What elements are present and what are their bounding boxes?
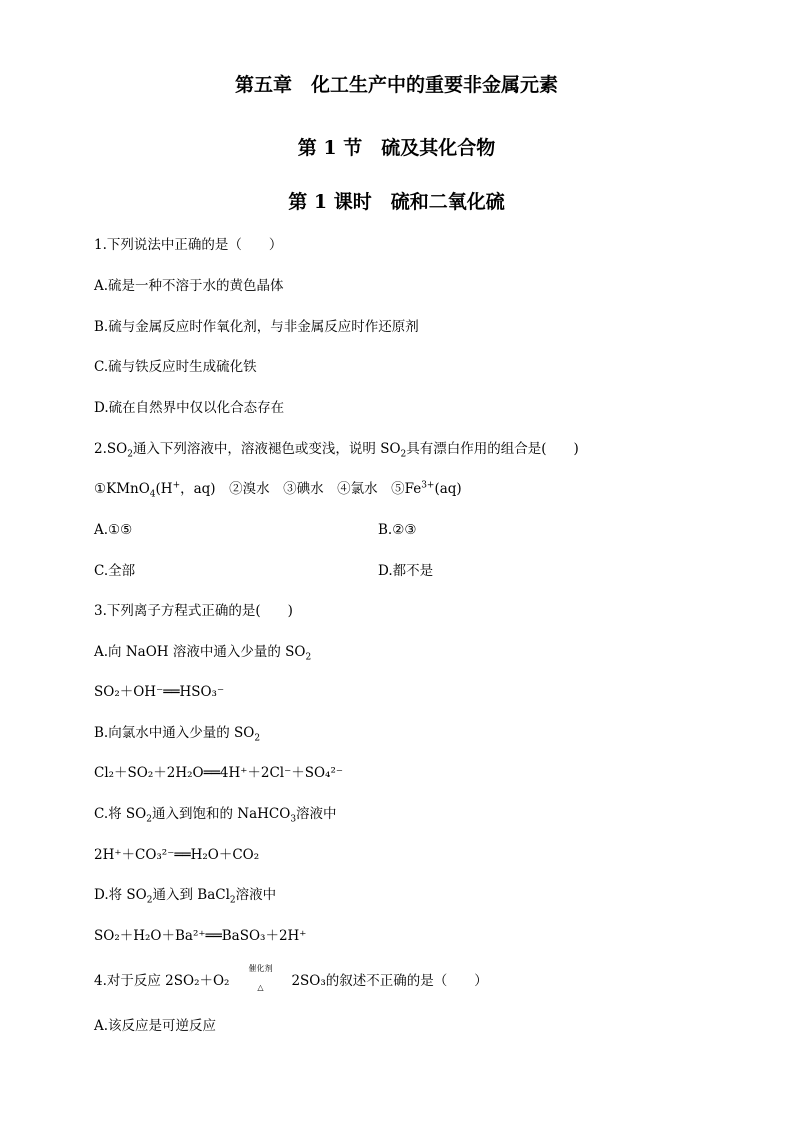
- q3-stem: 3.下列离子方程式正确的是( ): [94, 603, 293, 619]
- reaction-arrow: [229, 963, 291, 992]
- q3-option-c-pre: C.将 SO: [94, 806, 147, 822]
- catalyst-label: 催化剂: [248, 963, 273, 973]
- q1-option-c: C.硫与铁反应时生成硫化铁: [94, 359, 257, 375]
- q3-option-c-sub2: 3: [290, 814, 297, 825]
- q1-option-a: A.硫是一种不溶于水的黄色晶体: [94, 278, 284, 294]
- q3-option-d-pre: D.将 SO: [94, 887, 147, 903]
- q3-option-a-sub: 2: [305, 652, 312, 663]
- q2-stem-sub1: 2: [127, 449, 133, 460]
- q2-option-c: C.全部: [94, 563, 136, 579]
- q4-stem-pre: 4.对于反应 2SO₂＋O₂: [94, 973, 230, 989]
- q2-stem-sub2: 2: [400, 449, 407, 460]
- q1-stem: 1.下列说法中正确的是（ ）: [94, 237, 283, 253]
- q3-option-a: [94, 643, 311, 661]
- q2-items: [94, 480, 462, 498]
- q3-option-a-text: A.向 NaOH 溶液中通入少量的 SO: [94, 644, 306, 660]
- q3-option-b-equation: Cl₂＋SO₂＋2H₂O══4H⁺＋2Cl⁻＋SO₄²⁻: [94, 765, 343, 781]
- q2-items-sup1: +: [172, 480, 181, 491]
- q3-option-c: [94, 805, 337, 823]
- q3-option-c-post: 溶液中: [296, 806, 337, 822]
- q3-option-c-sub1: 2: [146, 814, 152, 825]
- q2-stem-mid: 通入下列溶液中，溶液褪色或变浅，说明 SO: [132, 441, 401, 457]
- q3-option-b-sub: 2: [254, 733, 261, 744]
- q2-items-mid2: ，aq) ②溴水 ③碘水 ④氯水 ⑤Fe: [180, 481, 422, 497]
- q2-option-a: A.①⑤: [94, 522, 133, 538]
- q2-stem: [94, 440, 579, 458]
- q2-option-b: B.②③: [378, 522, 417, 538]
- q2-option-d: D.都不是: [378, 563, 434, 579]
- q3-option-d-post: 溶液中: [235, 887, 277, 903]
- q1-option-d: D.硫在自然界中仅以化合态存在: [94, 400, 285, 416]
- chapter-title: 第五章 化工生产中的重要非金属元素: [234, 74, 558, 96]
- q2-items-mid: (H: [155, 481, 173, 497]
- q2-stem-pre: 2.SO: [94, 441, 128, 457]
- q3-option-d-sub2: 2: [229, 895, 236, 906]
- section-title: 第 1 节 硫及其化合物: [297, 137, 496, 159]
- q3-option-d-mid: 通入到 BaCl: [152, 887, 230, 903]
- q2-items-post: (aq): [434, 481, 462, 497]
- q4-stem: [94, 963, 488, 992]
- lesson-title: 第 1 课时 硫和二氧化硫: [288, 191, 505, 213]
- q3-option-c-equation: 2H⁺＋CO₃²⁻══H₂O＋CO₂: [94, 847, 260, 863]
- q3-option-b: [94, 724, 260, 742]
- q2-stem-post: 具有漂白作用的组合是( ): [406, 441, 579, 457]
- q3-option-d: [94, 886, 276, 904]
- q2-items-pre: ①KMnO: [94, 481, 150, 497]
- q3-option-d-sub1: 2: [146, 895, 153, 906]
- q3-option-b-text: B.向氯水中通入少量的 SO: [94, 725, 255, 741]
- q3-option-d-equation: SO₂＋H₂O＋Ba²⁺══BaSO₃＋2H⁺: [94, 928, 307, 944]
- q3-option-a-equation: SO₂＋OH⁻══HSO₃⁻: [94, 684, 225, 700]
- q2-items-sub: 4: [149, 489, 156, 500]
- q4-option-a: A.该反应是可逆反应: [94, 1018, 217, 1034]
- heat-symbol: △: [257, 982, 264, 992]
- q3-option-c-mid: 通入到饱和的 NaHCO: [151, 806, 291, 822]
- q4-stem-post: 2SO₃的叙述不正确的是（ ）: [291, 973, 488, 989]
- q1-option-b: B.硫与金属反应时作氧化剂，与非金属反应时作还原剂: [94, 319, 419, 335]
- q2-items-sup2: 3+: [421, 480, 435, 491]
